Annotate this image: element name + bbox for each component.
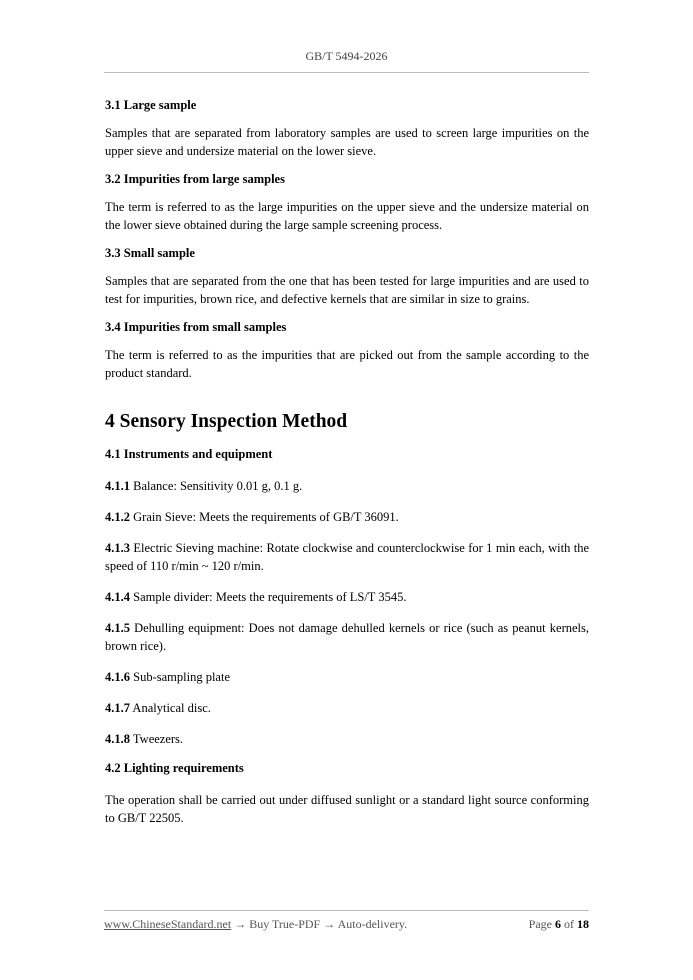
section-3-2-text: The term is referred to as the large impurities on the upper sieve and the undersize material on the lower sieve obtained during the large sample screening process. xyxy=(105,200,589,232)
header-divider xyxy=(104,72,589,73)
item-4-1-6 xyxy=(105,668,589,686)
page-label: Page xyxy=(528,917,555,931)
item-4-1-1 xyxy=(105,477,589,495)
item-4-1-5 xyxy=(105,619,589,655)
of-label: of xyxy=(561,917,577,931)
item-text: Electric Sieving machine: Rotate clockwise and counterclockwise for 1 min each, with the speed of 110 r/min ~ 120 r/min. xyxy=(105,541,589,573)
section-3-1-text: Samples that are separated from laboratory samples are used to screen large impurities on the upper sieve and undersize material on the lower sieve. xyxy=(105,126,589,158)
section-3-2-heading: 3.2 Impurities from large samples xyxy=(105,172,285,186)
footer-divider xyxy=(104,910,589,911)
item-text: Sample divider: Meets the requirements of LS/T 3545. xyxy=(130,590,407,604)
arrow-icon: → xyxy=(320,917,338,931)
section-4-2-heading: 4.2 Lighting requirements xyxy=(105,761,244,775)
item-4-1-4 xyxy=(105,588,589,606)
section-3-3-heading: 3.3 Small sample xyxy=(105,246,195,260)
item-text: Tweezers. xyxy=(130,732,184,746)
page-content xyxy=(105,88,589,837)
item-number: 4.1.1 xyxy=(105,479,130,493)
item-text: Analytical disc. xyxy=(130,701,211,715)
footer-left xyxy=(104,917,407,932)
item-text: Grain Sieve: Meets the requirements of GB/T 36091. xyxy=(130,510,399,524)
section-4-1-heading: 4.1 Instruments and equipment xyxy=(105,447,273,461)
item-4-1-8 xyxy=(105,730,589,748)
section-4-2-text: The operation shall be carried out under diffused sunlight or a standard light source conforming to GB/T 22505. xyxy=(105,793,589,825)
arrow-icon: → xyxy=(231,917,250,931)
section-3-4-heading: 3.4 Impurities from small samples xyxy=(105,320,287,334)
page-header xyxy=(104,49,589,64)
item-text: Sub-sampling plate xyxy=(130,670,230,684)
document-code: GB/T 5494-2026 xyxy=(305,49,388,63)
item-4-1-2 xyxy=(105,508,589,526)
page-total: 18 xyxy=(577,917,589,931)
item-number: 4.1.4 xyxy=(105,590,130,604)
item-text: Dehulling equipment: Does not damage dehulled kernels or rice (such as peanut kernels, brown rice). xyxy=(105,621,589,653)
buy-true-pdf-text: Buy True-PDF xyxy=(249,917,321,931)
section-3-1-heading: 3.1 Large sample xyxy=(105,98,197,112)
section-3-3-text: Samples that are separated from the one that has been tested for large impurities and are used to test for impurities, brown rice, and defective kernels that are similar in size to grains. xyxy=(105,274,589,306)
item-number: 4.1.6 xyxy=(105,670,130,684)
auto-delivery-text: Auto-delivery. xyxy=(337,917,408,931)
item-number: 4.1.7 xyxy=(105,701,130,715)
section-3-4-text: The term is referred to as the impurities that are picked out from the sample according to the product standard. xyxy=(105,348,589,380)
page-number: 6 xyxy=(555,917,561,931)
item-4-1-3 xyxy=(105,539,589,575)
item-number: 4.1.5 xyxy=(105,621,130,635)
item-text: Balance: Sensitivity 0.01 g, 0.1 g. xyxy=(130,479,303,493)
chapter-4-title: 4 Sensory Inspection Method xyxy=(105,411,348,432)
item-number: 4.1.2 xyxy=(105,510,130,524)
page-footer xyxy=(104,917,589,932)
item-number: 4.1.8 xyxy=(105,732,130,746)
website-link[interactable]: www.ChineseStandard.net xyxy=(104,917,232,931)
item-4-1-7 xyxy=(105,699,589,717)
page-indicator xyxy=(529,917,589,932)
item-number: 4.1.3 xyxy=(105,541,130,555)
